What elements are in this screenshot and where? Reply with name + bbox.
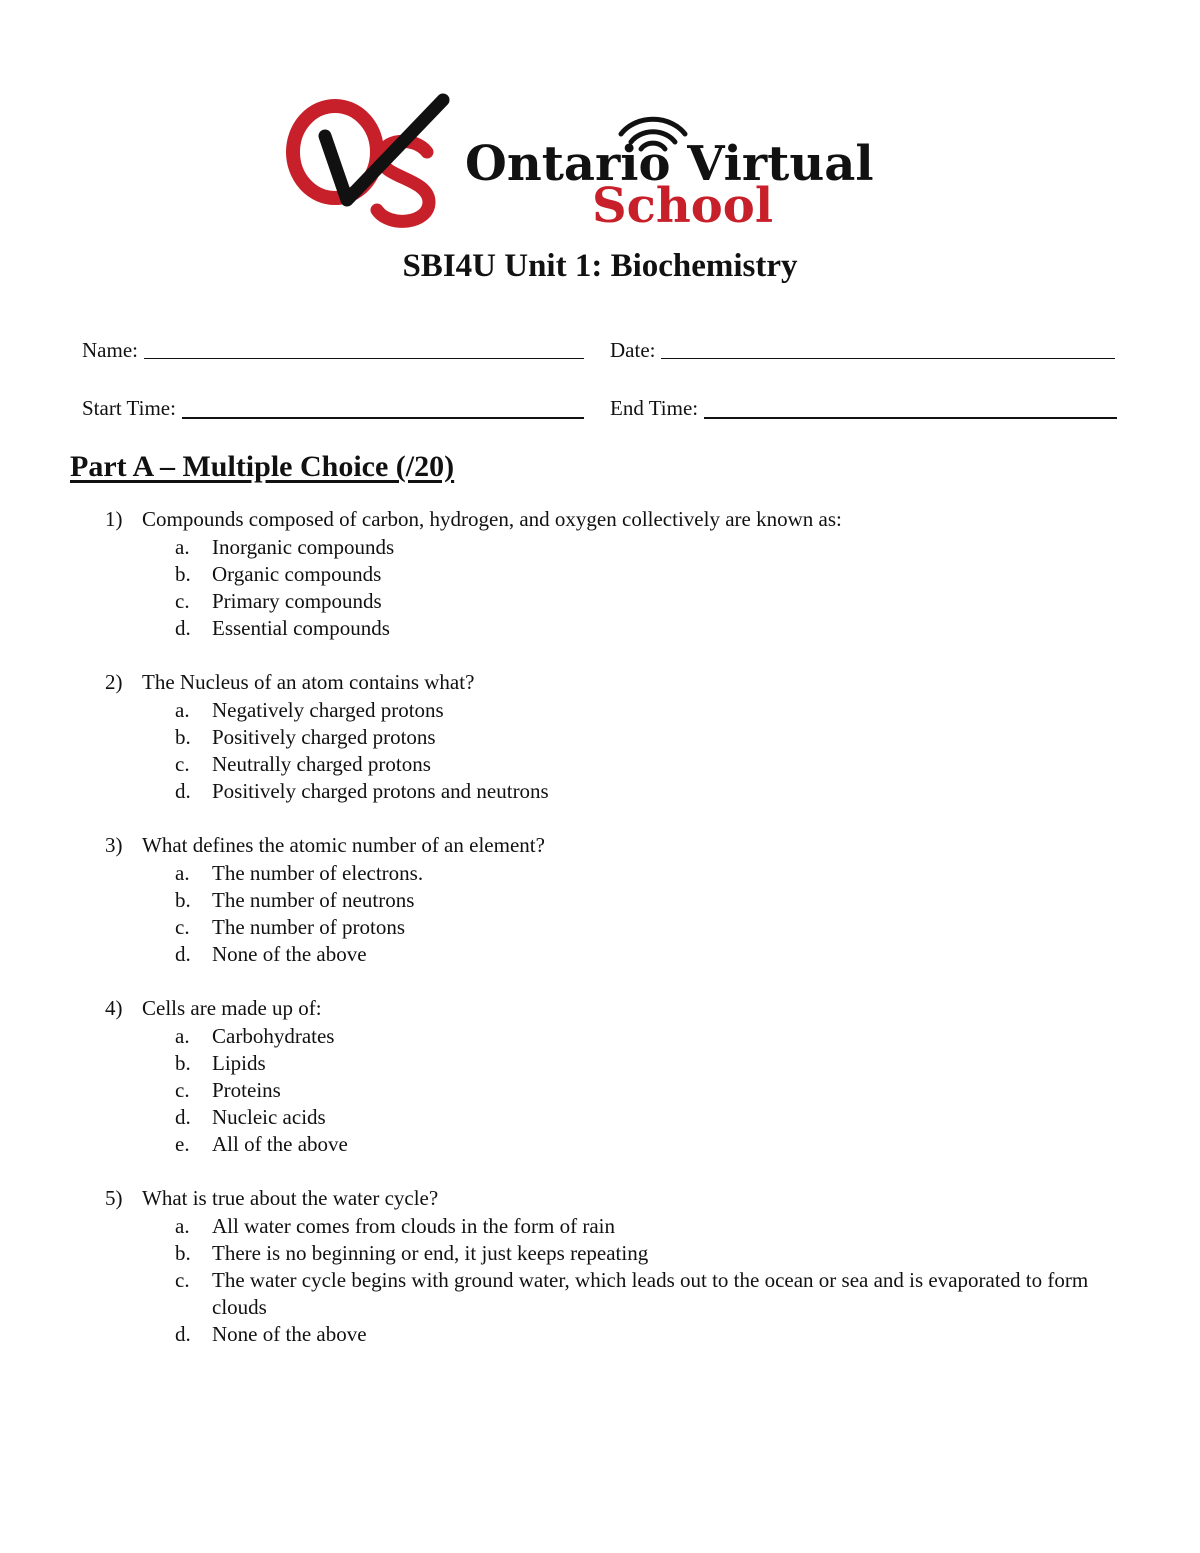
option-text: The number of electrons. <box>212 861 424 885</box>
option-letter: b. <box>175 562 191 586</box>
date-field[interactable] <box>610 338 1115 363</box>
option-item[interactable] <box>0 588 1200 615</box>
end-time-label: End Time: <box>610 396 699 420</box>
option-text: None of the above <box>212 1322 367 1346</box>
option-text: Negatively charged protons <box>212 698 444 722</box>
question-number: 5) <box>105 1186 123 1210</box>
question-1 <box>0 505 1200 642</box>
option-item[interactable] <box>0 887 1200 914</box>
option-text: Lipids <box>212 1051 266 1075</box>
end-time-blank-line[interactable] <box>704 417 1117 419</box>
option-list <box>0 1213 1200 1348</box>
option-letter: b. <box>175 1051 191 1075</box>
document-title: SBI4U Unit 1: Biochemistry <box>402 248 798 284</box>
logo-line2: School <box>592 178 774 232</box>
option-letter: c. <box>175 589 190 613</box>
option-item[interactable] <box>0 1023 1200 1050</box>
option-list <box>0 534 1200 642</box>
option-text: The water cycle begins with ground water, which leads out to the ocean or sea and is evaporated to form clouds <box>212 1268 1089 1319</box>
name-field[interactable] <box>82 338 584 363</box>
option-text: Carbohydrates <box>212 1024 335 1048</box>
option-item[interactable] <box>0 1240 1200 1267</box>
option-letter: e. <box>175 1132 190 1156</box>
option-letter: d. <box>175 616 191 640</box>
option-item[interactable] <box>0 1267 1200 1321</box>
option-letter: a. <box>175 698 190 722</box>
option-text: The number of protons <box>212 915 406 939</box>
option-text: Primary compounds <box>212 589 382 613</box>
school-logo <box>285 92 945 232</box>
option-text: Proteins <box>212 1078 281 1102</box>
option-letter: d. <box>175 1322 191 1346</box>
option-item[interactable] <box>0 860 1200 887</box>
question-number: 3) <box>105 833 123 857</box>
question-2 <box>0 668 1200 805</box>
name-label: Name: <box>82 338 138 362</box>
option-letter: c. <box>175 1268 190 1292</box>
question-list <box>0 505 1200 1374</box>
option-item[interactable] <box>0 1131 1200 1158</box>
option-item[interactable] <box>0 1104 1200 1131</box>
option-list <box>0 860 1200 968</box>
question-text: What defines the atomic number of an element? <box>142 833 545 857</box>
option-letter: b. <box>175 1241 191 1265</box>
name-blank-line[interactable] <box>144 358 584 359</box>
question-text: Cells are made up of: <box>142 996 322 1020</box>
option-text: Neutrally charged protons <box>212 752 431 776</box>
option-letter: d. <box>175 779 191 803</box>
option-text: The number of neutrons <box>212 888 415 912</box>
option-item[interactable] <box>0 724 1200 751</box>
option-text: Positively charged protons <box>212 725 436 749</box>
option-letter: a. <box>175 1024 190 1048</box>
option-item[interactable] <box>0 615 1200 642</box>
question-text: What is true about the water cycle? <box>142 1186 439 1210</box>
option-list <box>0 697 1200 805</box>
part-a-heading: Part A – Multiple Choice (/20) <box>70 450 455 483</box>
option-letter: c. <box>175 752 190 776</box>
question-number: 2) <box>105 670 123 694</box>
date-label: Date: <box>610 338 656 362</box>
option-letter: a. <box>175 1214 190 1238</box>
option-item[interactable] <box>0 534 1200 561</box>
option-letter: b. <box>175 888 191 912</box>
option-letter: a. <box>175 535 190 559</box>
question-number: 4) <box>105 996 123 1020</box>
option-letter: a. <box>175 861 190 885</box>
option-letter: c. <box>175 915 190 939</box>
question-5 <box>0 1184 1200 1348</box>
option-letter: d. <box>175 1105 191 1129</box>
option-text: All water comes from clouds in the form of rain <box>212 1214 615 1238</box>
option-text: Organic compounds <box>212 562 382 586</box>
option-list <box>0 1023 1200 1158</box>
option-item[interactable] <box>0 1213 1200 1240</box>
option-letter: d. <box>175 942 191 966</box>
option-item[interactable] <box>0 1077 1200 1104</box>
question-number: 1) <box>105 507 123 531</box>
question-4 <box>0 994 1200 1158</box>
question-3 <box>0 831 1200 968</box>
start-time-label: Start Time: <box>82 396 176 420</box>
date-blank-line[interactable] <box>661 358 1115 359</box>
option-item[interactable] <box>0 914 1200 941</box>
start-time-blank-line[interactable] <box>182 417 584 419</box>
end-time-field[interactable] <box>610 396 1117 421</box>
option-item[interactable] <box>0 697 1200 724</box>
question-text: Compounds composed of carbon, hydrogen, and oxygen collectively are known as: <box>142 507 842 531</box>
option-item[interactable] <box>0 561 1200 588</box>
option-text: Positively charged protons and neutrons <box>212 779 549 803</box>
option-item[interactable] <box>0 778 1200 805</box>
question-text: The Nucleus of an atom contains what? <box>142 670 475 694</box>
start-time-field[interactable] <box>82 396 584 421</box>
option-item[interactable] <box>0 941 1200 968</box>
option-text: There is no beginning or end, it just keeps repeating <box>212 1241 649 1265</box>
option-item[interactable] <box>0 751 1200 778</box>
option-text: Essential compounds <box>212 616 390 640</box>
option-item[interactable] <box>0 1050 1200 1077</box>
option-text: None of the above <box>212 942 367 966</box>
option-letter: b. <box>175 725 191 749</box>
logo-line1: Ontario Virtual <box>465 136 874 192</box>
option-text: All of the above <box>212 1132 348 1156</box>
option-text: Nucleic acids <box>212 1105 326 1129</box>
option-text: Inorganic compounds <box>212 535 395 559</box>
option-item[interactable] <box>0 1321 1200 1348</box>
option-letter: c. <box>175 1078 190 1102</box>
